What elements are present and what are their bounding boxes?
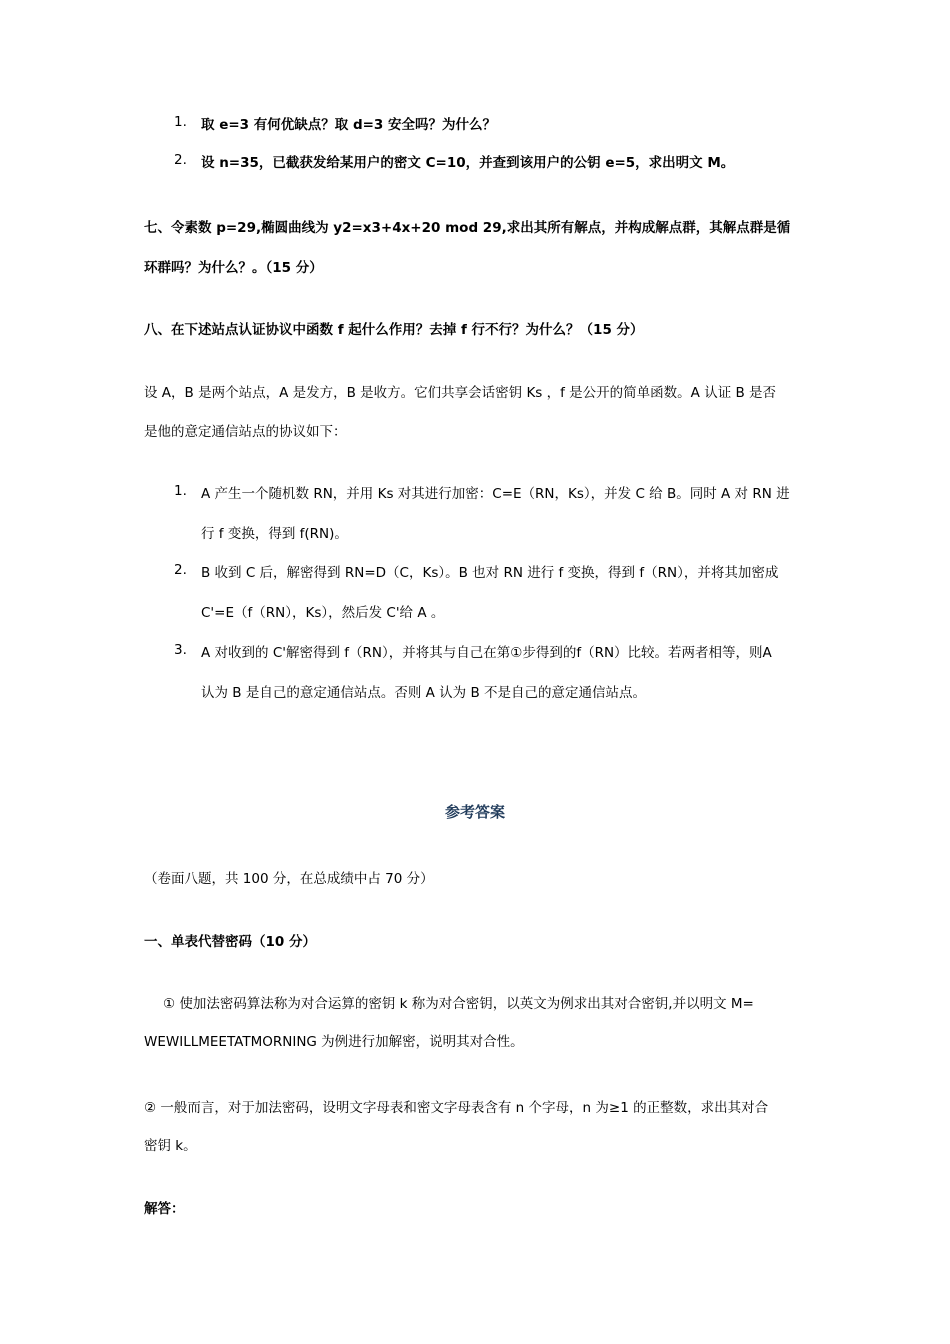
q8-step-1-line-1: A 产生一个随机数 RN，并用 Ks 对其进行加密：C=E（RN，Ks），并发 C 给 B。同时 A 对 RN 进 [201, 486, 790, 502]
q6-item-1-number: 1. [174, 114, 187, 130]
q7-line-1: 七、令素数 p=29,椭圆曲线为 y2=x3+4x+20 mod 29,求出其所有解点，并构成解点群，其解点群是循 [144, 220, 791, 236]
q6-item-1-text: 取 e=3 有何优缺点？取 d=3 安全吗？为什么？ [201, 117, 497, 133]
answers-p1-line-1: ① 使加法密码算法称为对合运算的密钥 k 称为对合密钥，以英文为例求出其对合密钥,并以明文 M= [163, 996, 754, 1012]
q8-step-3-number: 3. [174, 642, 187, 658]
solution-label: 解答： [144, 1201, 185, 1217]
q8-step-3-line-1: A 对收到的 C'解密得到 f（RN），并将其与自己在第①步得到的f（RN）比较。若两者相等，则A [201, 645, 772, 661]
q8-step-3-line-2: 认为 B 是自己的意定通信站点。否则 A 认为 B 不是自己的意定通信站点。 [201, 685, 647, 701]
answers-title: 参考答案 [444, 803, 505, 821]
answers-p2-line-1: ② 一般而言，对于加法密码，设明文字母表和密文字母表含有 n 个字母，n 为≥1 的正整数，求出其对合 [144, 1100, 769, 1116]
q8-step-2-line-2: C'=E（f（RN），Ks），然后发 C'给 A 。 [201, 605, 445, 621]
q8-intro-line-2: 是他的意定通信站点的协议如下： [144, 424, 347, 440]
q6-item-2-number: 2. [174, 152, 187, 168]
q8-step-2-number: 2. [174, 562, 187, 578]
q8-title: 八、在下述站点认证协议中函数 f 起什么作用？去掉 f 行不行？为什么？（15 分） [144, 322, 644, 338]
q8-intro-line-1: 设 A，B 是两个站点，A 是发方，B 是收方。它们共享会话密钥 Ks ，f 是公开的简单函数。A 认证 B 是否 [144, 385, 777, 401]
answers-section-1-title: 一、单表代替密码（10 分） [144, 934, 316, 950]
q7-line-2: 环群吗？为什么？。（15 分） [144, 260, 323, 276]
answers-p1-line-2: WEWILLMEETATMORNING 为例进行加解密，说明其对合性。 [144, 1034, 524, 1050]
q8-step-1-line-2: 行 f 变换，得到 f(RN)。 [201, 526, 348, 542]
answers-note: （卷面八题，共 100 分，在总成绩中占 70 分） [144, 871, 434, 887]
q8-step-2-line-1: B 收到 C 后，解密得到 RN=D（C，Ks）。B 也对 RN 进行 f 变换，得到 f（RN），并将其加密成 [201, 565, 779, 581]
q8-step-1-number: 1. [174, 483, 187, 499]
answers-p2-line-2: 密钥 k。 [144, 1138, 197, 1154]
q6-item-2-text: 设 n=35，已截获发给某用户的密文 C=10，并查到该用户的公钥 e=5，求出明文 M。 [201, 155, 735, 171]
